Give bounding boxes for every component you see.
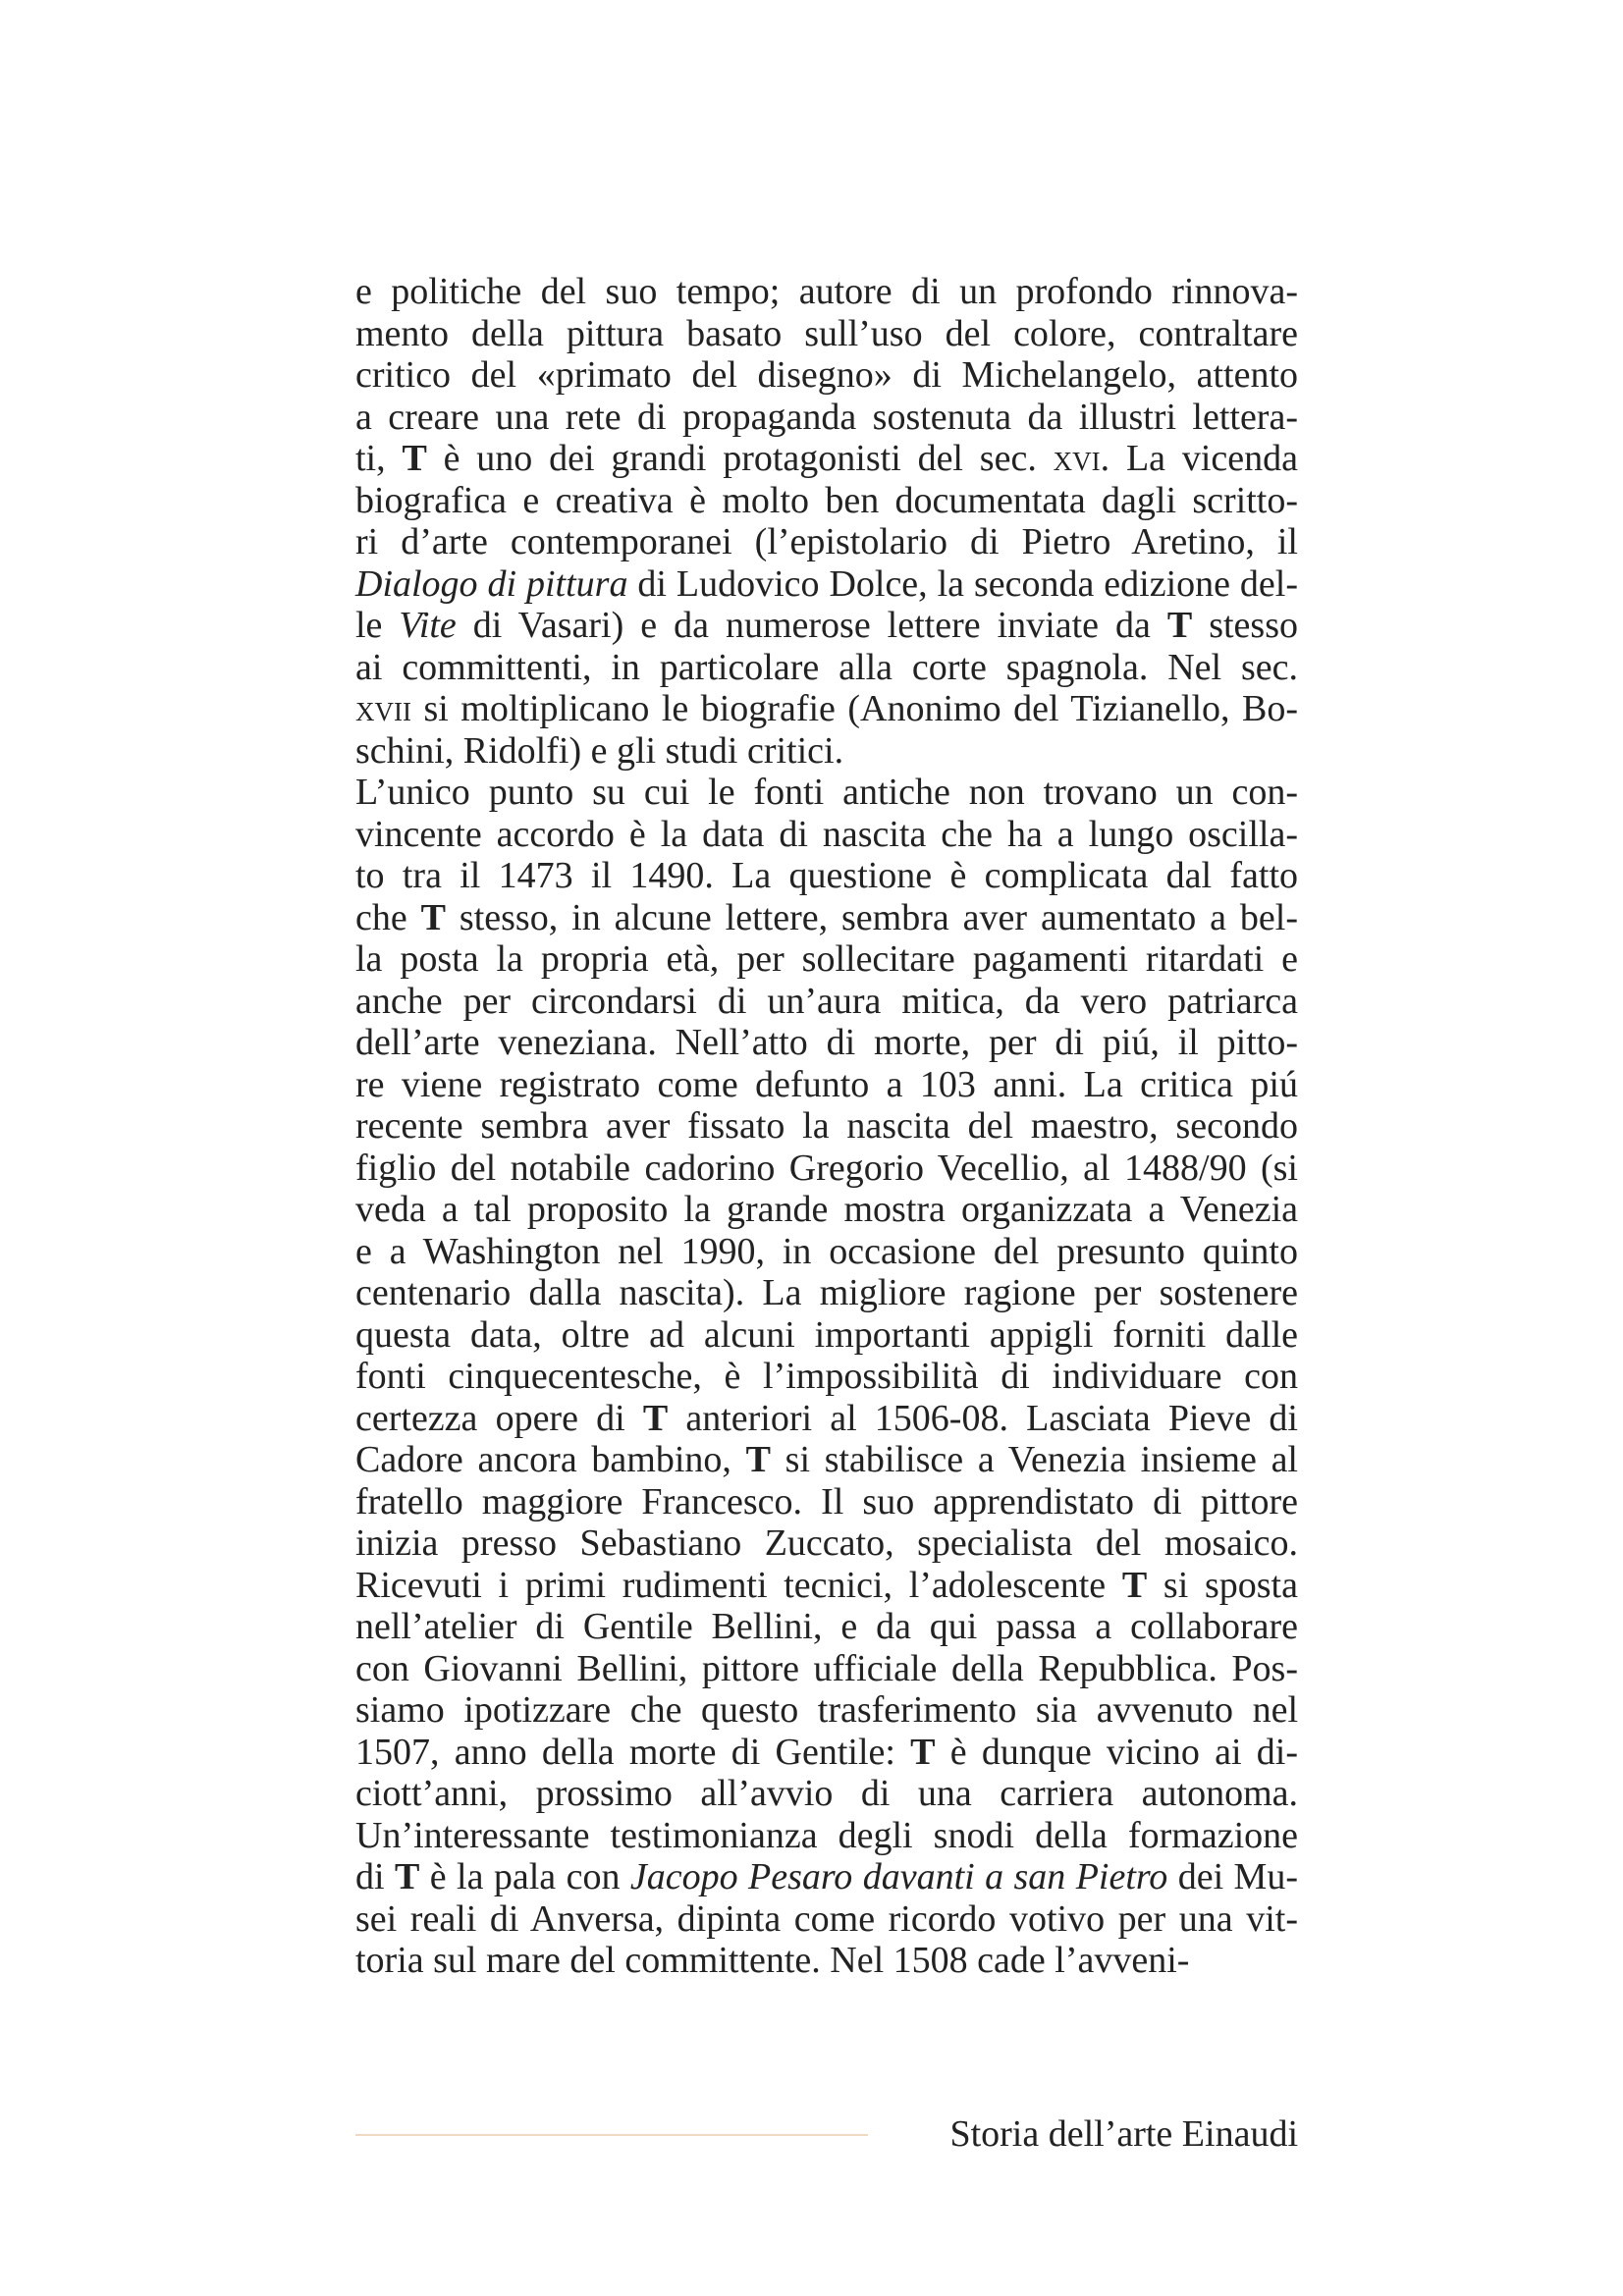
text-line (355, 938, 1298, 981)
author-initial: T (1121, 1564, 1148, 1606)
text-run: L’unico punto su cui le fonti antiche non trovano un con- (355, 772, 1298, 813)
text-line (355, 563, 1298, 606)
text-run: ri d’arte contemporanei (l’epistolario di Pietro Aretino, il (355, 521, 1298, 562)
text-run: critico del «primato del disegno» di Michelangelo, attento (355, 354, 1298, 396)
text-run: stesso, in alcune lettere, sembra aver aumentato a bel- (446, 896, 1299, 938)
text-line (355, 1231, 1298, 1273)
text-line (355, 1189, 1298, 1231)
text-line (355, 814, 1298, 856)
text-run: stesso (1192, 605, 1298, 646)
text-run: questa data, oltre ad alcuni importanti appigli forniti dalle (355, 1313, 1298, 1356)
text-line (355, 313, 1298, 355)
text-line (355, 897, 1298, 939)
paragraph (355, 772, 1298, 1982)
text-run: veda a tal proposito la grande mostra organizzata a Venezia (355, 1189, 1298, 1230)
paragraph (355, 271, 1298, 772)
text-run: 1507, anno della morte di Gentile: (355, 1731, 911, 1773)
text-run: to tra il 1473 il 1490. La questione è complicata dal fatto (355, 855, 1298, 896)
text-line (355, 1522, 1298, 1565)
text-run: dei Mu- (1167, 1856, 1298, 1897)
text-line (355, 605, 1298, 647)
footer-rule (355, 2134, 868, 2136)
text-line (355, 1898, 1298, 1941)
text-run: certezza opere di (355, 1397, 643, 1439)
text-run: la posta la propria età, per sollecitare pagamenti ritardati e (355, 938, 1298, 980)
text-run: figlio del notabile cadorino Gregorio Vecellio, al 1488/90 (si (355, 1147, 1298, 1189)
text-line (355, 772, 1298, 814)
text-run: e a Washington nel 1990, in occasione del presunto quinto (355, 1230, 1298, 1272)
text-run: è uno dei grandi protagonisti del sec. (426, 438, 1054, 479)
text-line (355, 1773, 1298, 1815)
text-line (355, 521, 1298, 563)
author-initial: T (402, 438, 427, 479)
text-line (355, 1064, 1298, 1106)
text-line (355, 1356, 1298, 1398)
page-footer (355, 2109, 1298, 2160)
text-run: si moltiplicano le biografie (Anonimo del Tizianello, Bo- (410, 688, 1298, 729)
text-line (355, 1439, 1298, 1481)
text-line (355, 1940, 1298, 1982)
text-run: Un’interessante testimonianza degli snodi della formazione (355, 1814, 1298, 1856)
text-line (355, 397, 1298, 439)
text-line (355, 1105, 1298, 1148)
text-line (355, 1856, 1298, 1898)
text-line (355, 855, 1298, 897)
italic-title: Jacopo Pesaro davanti a san Pietro (629, 1856, 1168, 1897)
century-numeral: xvi (1053, 438, 1101, 479)
text-run: con Giovanni Bellini, pittore ufficiale della Repubblica. Pos- (355, 1647, 1298, 1689)
text-line (355, 981, 1298, 1023)
text-run: è la pala con (419, 1856, 630, 1897)
text-run: fonti cinquecentesche, è l’impossibilità di individuare con (355, 1356, 1298, 1397)
text-line (355, 647, 1298, 689)
text-run: ti, (355, 438, 403, 479)
text-line (355, 480, 1298, 522)
text-run: si stabilisce a Venezia insieme al (770, 1439, 1298, 1480)
text-run: anche per circondarsi di un’aura mitica, da vero patriarca (355, 980, 1298, 1022)
text-run: Ricevuti i primi rudimenti tecnici, l’adolescente (355, 1564, 1122, 1606)
text-line (355, 1148, 1298, 1190)
text-line (355, 1314, 1298, 1357)
text-line (355, 1565, 1298, 1607)
author-initial: T (745, 1439, 771, 1480)
text-run: dell’arte veneziana. Nell’atto di morte, per di piú, il pitto- (355, 1022, 1298, 1063)
text-run: vincente accordo è la data di nascita che ha a lungo oscilla- (355, 813, 1298, 855)
italic-title: Dialogo di pittura (355, 562, 628, 605)
text-run: le (355, 605, 400, 646)
author-initial: T (1166, 605, 1193, 646)
text-run: e politiche del suo tempo; autore di un profondo rinnova- (355, 271, 1298, 312)
author-initial: T (910, 1731, 936, 1773)
text-line (355, 1648, 1298, 1690)
text-run: ciott’anni, prossimo all’avvio di una carriera autonoma. (355, 1773, 1298, 1814)
text-run: nell’atelier di Gentile Bellini, e da qui passa a collaborare (355, 1606, 1298, 1647)
text-run: . La vicenda (1100, 438, 1298, 479)
century-numeral: xvii (355, 688, 411, 729)
text-line (355, 1398, 1298, 1440)
text-run: toria sul mare del committente. Nel 1508 cade l’avveni- (355, 1940, 1190, 1981)
text-run: schini, Ridolfi) e gli studi critici. (355, 729, 844, 772)
text-run: sei reali di Anversa, dipinta come ricordo votivo per una vit- (355, 1897, 1298, 1940)
text-line (355, 1481, 1298, 1523)
text-line (355, 1732, 1298, 1774)
text-line (355, 1272, 1298, 1314)
text-run: di Ludovico Dolce, la seconda edizione del- (627, 562, 1299, 605)
text-run: a creare una rete di propaganda sostenuta da illustri lettera- (355, 396, 1298, 438)
text-run: mento della pittura basato sull’uso del colore, contraltare (355, 312, 1298, 354)
text-run: re viene registrato come defunto a 103 anni. La critica piú (355, 1063, 1298, 1105)
text-run: centenario dalla nascita). La migliore ragione per sostenere (355, 1272, 1298, 1313)
text-line (355, 688, 1298, 730)
text-run: recente sembra aver fissato la nascita del maestro, secondo (355, 1105, 1298, 1147)
text-line (355, 1022, 1298, 1064)
text-run: è dunque vicino ai di- (935, 1731, 1299, 1773)
text-run: biografica e creativa è molto ben documentata dagli scritto- (355, 479, 1298, 521)
body-text (355, 271, 1298, 1982)
text-run: inizia presso Sebastiano Zuccato, specialista del mosaico. (355, 1522, 1298, 1564)
text-run: di Vasari) e da numerose lettere inviate da (456, 605, 1167, 646)
text-line (355, 1606, 1298, 1648)
text-line (355, 1689, 1298, 1732)
text-run: fratello maggiore Francesco. Il suo apprendistato di pittore (355, 1480, 1298, 1522)
author-initial: T (642, 1397, 669, 1439)
text-run: siamo ipotizzare che questo trasferimento sia avvenuto nel (355, 1689, 1298, 1731)
text-line (355, 730, 1298, 773)
author-initial: T (420, 896, 447, 938)
text-run: si sposta (1147, 1564, 1298, 1606)
text-run: che (355, 896, 421, 938)
footer-title: Storia dell’arte Einaudi (949, 2113, 1298, 2155)
text-run: anteriori al 1506-08. Lasciata Pieve di (668, 1397, 1298, 1439)
text-line (355, 271, 1298, 313)
text-run: ai committenti, in particolare alla corte spagnola. Nel sec. (355, 646, 1298, 688)
text-line (355, 1815, 1298, 1857)
italic-title: Vite (399, 605, 457, 646)
author-initial: T (394, 1856, 420, 1897)
text-run: di (355, 1856, 395, 1897)
text-run: Cadore ancora bambino, (355, 1439, 746, 1480)
text-line (355, 438, 1298, 480)
text-line (355, 354, 1298, 397)
